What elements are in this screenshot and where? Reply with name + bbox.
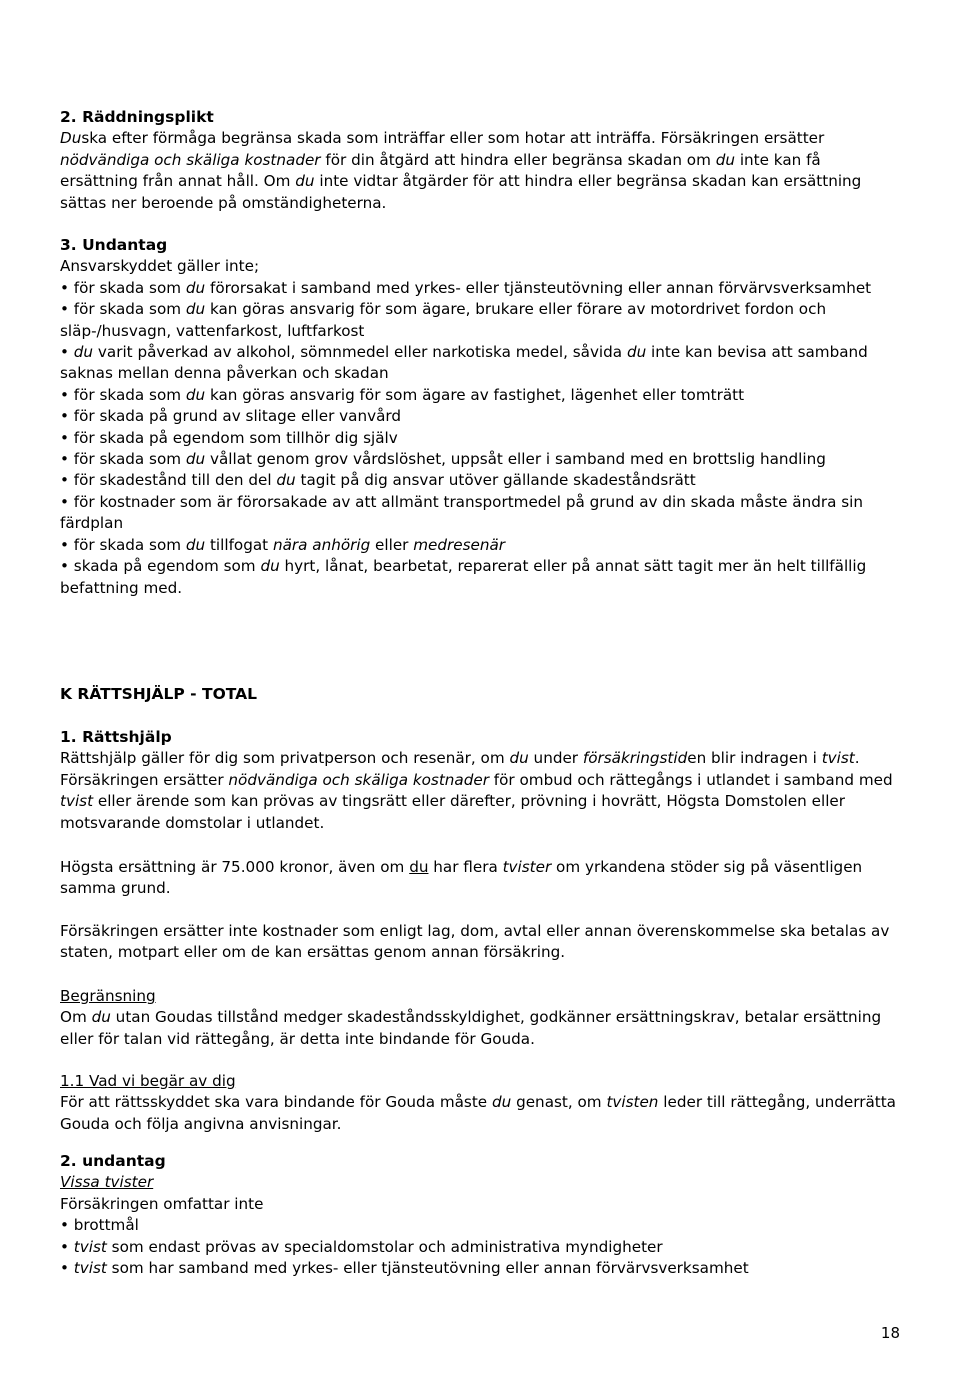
list-item: • för skada som du tillfogat nära anhörig eller medresenär bbox=[60, 535, 506, 554]
exclusion-list bbox=[60, 1215, 900, 1279]
list-item: • för kostnader som är förorsakade av att allmänt transportmedel på grund av din skada måste ändra sin färdplan bbox=[60, 492, 864, 533]
term-du: Du bbox=[60, 129, 82, 148]
term-du: du bbox=[295, 172, 315, 191]
section-heading: 2. Räddningsplikt bbox=[60, 108, 214, 126]
list-item: • skada på egendom som du hyrt, lånat, bearbetat, reparerat eller på annat sätt tagit mer än helt tillfällig befattning med. bbox=[60, 557, 867, 597]
subsection-heading: 2. undantag bbox=[60, 1152, 166, 1170]
subsection-heading: 1. Rättshjälp bbox=[60, 728, 172, 746]
list-item: • för skada som du förorsakat i samband med yrkes- eller tjänsteutövning eller annan förvärvsverksamhet bbox=[60, 278, 872, 297]
section-raddningsplikt bbox=[60, 107, 900, 214]
list-item: • för skada på grund av slitage eller vanvård bbox=[60, 407, 401, 426]
requirements-title: 1.1 Vad vi begär av dig bbox=[60, 1072, 236, 1090]
paragraph: Duska efter förmåga begränsa skada som inträffar eller som hotar att inträffa. Försäkringen ersätter nödvändiga och skäliga kostnader för din åtgärd att hindra eller begränsa skadan om du inte kan få ersättning från annat håll. Om du inte vidtar åtgärder för att hindra eller begränsa skadan kan ersättning sättas ner beroende på omständigheterna. bbox=[60, 129, 862, 212]
requirements-block: 1.1 Vad vi begär av dig För att rättsskyddet ska vara bindande för Gouda måste du genast, om tvisten leder till rättegång, underrätta Gouda och följa angivna anvisningar. bbox=[60, 1072, 896, 1133]
exclusion-list bbox=[60, 278, 900, 599]
list-item: • för skada på egendom som tillhör dig själv bbox=[60, 428, 398, 447]
term-du: du bbox=[715, 150, 735, 169]
vissa-tvister-title: Vissa tvister bbox=[60, 1173, 154, 1192]
limitation-title: Begränsning bbox=[60, 987, 156, 1005]
list-item: • för skada som du kan göras ansvarig för som ägare, brukare eller förare av motordrivet fordon och släp-/husvagn, vattenfarkost, luftfarkost bbox=[60, 300, 827, 340]
list-item: • brottmål bbox=[60, 1216, 139, 1235]
section-undantag bbox=[60, 235, 900, 599]
list-item: • du varit påverkad av alkohol, sömnmedel eller narkotiska medel, såvida du inte kan bevisa att samband saknas mellan denna påverkan och skadan bbox=[60, 343, 868, 383]
limitation-block: Begränsning Om du utan Goudas tillstånd medger skadeståndsskyldighet, godkänner ersättningskrav, betalar ersättning eller för talan vid rättegång, är detta inte bindande för Gouda. bbox=[60, 987, 882, 1048]
list-item: • för skada som du vållat genom grov vårdslöshet, uppsåt eller i samband med en brottslig handling bbox=[60, 450, 826, 469]
page-number: 18 bbox=[880, 1324, 900, 1342]
paragraph-max-compensation: Högsta ersättning är 75.000 kronor, även om du har flera tvister om yrkandena stöder sig på väsentligen samma grund. bbox=[60, 858, 863, 898]
subsection-undantag: 2. undantag Vissa tvister Försäkringen omfattar inte • brottmål • tvist som endast prövas av specialdomstolar och administrativa myndigheter • tvist som har samband med yrkes- eller tjänsteutövning eller annan förvärvsverksamhet bbox=[60, 1151, 900, 1279]
list-item: • för skadestånd till den del du tagit på dig ansvar utöver gällande skadeståndsrätt bbox=[60, 471, 696, 490]
section-heading: K RÄTTSHJÄLP - TOTAL bbox=[60, 685, 257, 703]
intro-text: Ansvarskyddet gäller inte; bbox=[60, 257, 260, 276]
list-item: • tvist som endast prövas av specialdomstolar och administrativa myndigheter bbox=[60, 1237, 663, 1256]
subsection-rattshjalp bbox=[60, 727, 900, 834]
list-item: • för skada som du kan göras ansvarig för som ägare av fastighet, lägenhet eller tomträtt bbox=[60, 385, 745, 404]
paragraph-not-covered: Försäkringen ersätter inte kostnader som enligt lag, dom, avtal eller annan överenskommelse ska betalas av staten, motpart eller om de kan ersättas genom annan försäkring. bbox=[60, 922, 890, 962]
list-item: • tvist som har samband med yrkes- eller tjänsteutövning eller annan förvärvsverksamhet bbox=[60, 1259, 749, 1278]
section-heading: 3. Undantag bbox=[60, 236, 168, 254]
term-kostnader: nödvändiga och skäliga kostnader bbox=[60, 150, 321, 169]
paragraph: Rättshjälp gäller för dig som privatperson och resenär, om du under försäkringstiden blir indragen i tvist. Försäkringen ersätter nödvändiga och skäliga kostnader för ombud och rättegångs i utlandet i samband med tvist eller ärende som kan prövas av tingsrätt eller därefter, prövning i hovrätt, Högsta Domstolen eller motsvarande domstolar i utlandet. bbox=[60, 749, 893, 832]
section-rattshjalp bbox=[60, 684, 900, 705]
